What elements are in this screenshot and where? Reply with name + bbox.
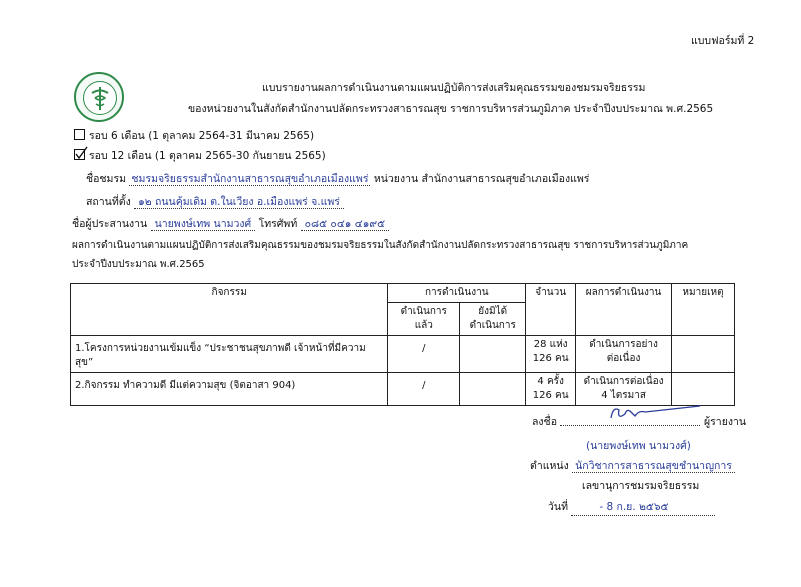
phone-label: โทรศัพท์ xyxy=(258,218,298,230)
header-done: ดำเนินการแล้ว xyxy=(388,303,460,336)
phone-value: ๐๘๕ ๐๔๑ ๔๑๙๕ xyxy=(301,218,389,231)
row-1-note xyxy=(672,336,735,373)
address-line xyxy=(86,193,344,210)
header-activity: กิจกรรม xyxy=(71,284,388,336)
row-2-activity: 2.กิจกรรม ทำความดี มีแต่ความสุข (จิตอาสา 904) xyxy=(71,373,388,406)
title-line-2: ของหน่วยงานในสังกัดสำนักงานปลัดกระทรวงสาธารณสุข ราชการบริหารส่วนภูมิภาค ประจำปีงบประมาณ พ.ศ.2565 xyxy=(188,103,714,115)
row-1-activity: 1.โครงการหน่วยงานเข้มแข็ง “ประชาชนสุขภาพดี เจ้าหน้าที่มีความสุข” xyxy=(71,336,388,373)
date-line xyxy=(548,498,715,516)
reporter-name: (นายพงษ์เทพ นามวงศ์) xyxy=(586,440,691,452)
result-heading-line-1: ผลการดำเนินงานตามแผนปฏิบัติการส่งเสริมคุณธรรมของชมรมจริยธรรมในสังกัดสำนักงานปลัดกระทรวงสาธารณสุข ราชการบริหารส่วนภูมิภาค xyxy=(72,240,689,251)
handwritten-signature-icon xyxy=(605,400,705,426)
row-2-count xyxy=(526,373,576,406)
row-1-count xyxy=(526,336,576,373)
position-value: นักวิชาการสาธารณสุขชำนาญการ xyxy=(572,460,735,473)
result-heading-line-2: ประจำปีงบประมาณ พ.ศ.2565 xyxy=(72,259,205,270)
header-progress: การดำเนินงาน xyxy=(388,284,526,303)
header-count: จำนวน xyxy=(526,284,576,336)
club-label: ชื่อชมรม xyxy=(86,173,127,185)
row-1-done: / xyxy=(388,336,460,373)
row-1-count-1: 28 แห่ง xyxy=(533,339,568,350)
row-1-not-done xyxy=(460,336,526,373)
check-mark-icon xyxy=(74,146,88,160)
club-line xyxy=(86,170,589,187)
position-label: ตำแหน่ง xyxy=(530,460,569,472)
date-label: วันที่ xyxy=(548,501,568,513)
coordinator-label: ชื่อผู้ประสานงาน xyxy=(72,218,148,230)
round-6-months[interactable] xyxy=(74,127,314,144)
coordinator-line xyxy=(72,215,389,232)
table-row xyxy=(71,336,735,373)
header-note: หมายเหตุ xyxy=(672,284,735,336)
date-value: - 8 ก.ย. ๒๕๖๕ xyxy=(571,498,715,516)
round-12-months[interactable] xyxy=(74,147,326,164)
row-2-count-2: 126 คน xyxy=(532,390,569,401)
row-1-result xyxy=(576,336,672,373)
role: เลขานุการชมรมจริยธรรม xyxy=(582,480,700,492)
row-2-count-1: 4 ครั้ง xyxy=(537,376,564,387)
row-1-count-2: 126 คน xyxy=(532,353,569,364)
coordinator-name: นายพงษ์เทพ นามวงศ์ xyxy=(151,218,256,231)
club-name: ชมรมจริยธรรมสำนักงานสาธารณสุขอำเภอเมืองแพร่ xyxy=(131,173,369,185)
address-value: ๑๒ ถนนคุ้มเดิม ต.ในเวียง อ.เมืองแพร่ จ.แพร่ xyxy=(134,196,344,209)
form-number: แบบฟอร์มที่ 2 xyxy=(691,35,755,47)
table-header-row xyxy=(71,284,735,303)
round-12-label: รอบ 12 เดือน (1 ตุลาคม 2565-30 กันยายน 2565) xyxy=(89,150,326,162)
header-not-done-2: ดำเนินการ xyxy=(469,320,516,331)
address-label: สถานที่ตั้ง xyxy=(86,196,131,208)
round-6-label: รอบ 6 เดือน (1 ตุลาคม 2564-31 มีนาคม 2565) xyxy=(89,130,315,142)
header-not-done xyxy=(460,303,526,336)
row-2-done: / xyxy=(388,373,460,406)
unit-name: สำนักงานสาธารณสุขอำเภอเมืองแพร่ xyxy=(421,173,590,185)
results-table xyxy=(70,283,735,406)
header-not-done-1: ยังมิได้ xyxy=(478,306,508,317)
sign-label: ลงชื่อ xyxy=(532,416,557,428)
moph-logo xyxy=(74,72,124,122)
checkbox-round-6[interactable] xyxy=(74,129,85,140)
unit-label: หน่วยงาน xyxy=(373,173,419,185)
header-result: ผลการดำเนินงาน xyxy=(576,284,672,336)
row-1-result-1: ดำเนินการอย่าง xyxy=(589,339,658,350)
position-line xyxy=(530,457,735,474)
row-1-result-2: ต่อเนื่อง xyxy=(606,353,641,364)
row-2-result-1: ดำเนินการต่อเนื่อง xyxy=(583,376,664,387)
checkbox-round-12[interactable] xyxy=(74,149,85,160)
title-line-1: แบบรายงานผลการดำเนินงานตามแผนปฏิบัติการส่งเสริมคุณธรรมของชมรมจริยธรรม xyxy=(262,82,646,94)
row-2-not-done xyxy=(460,373,526,406)
row-2-result-2: 4 ไตรมาส xyxy=(601,390,646,401)
reporter-label: ผู้รายงาน xyxy=(704,416,747,428)
caduceus-icon xyxy=(83,81,117,115)
